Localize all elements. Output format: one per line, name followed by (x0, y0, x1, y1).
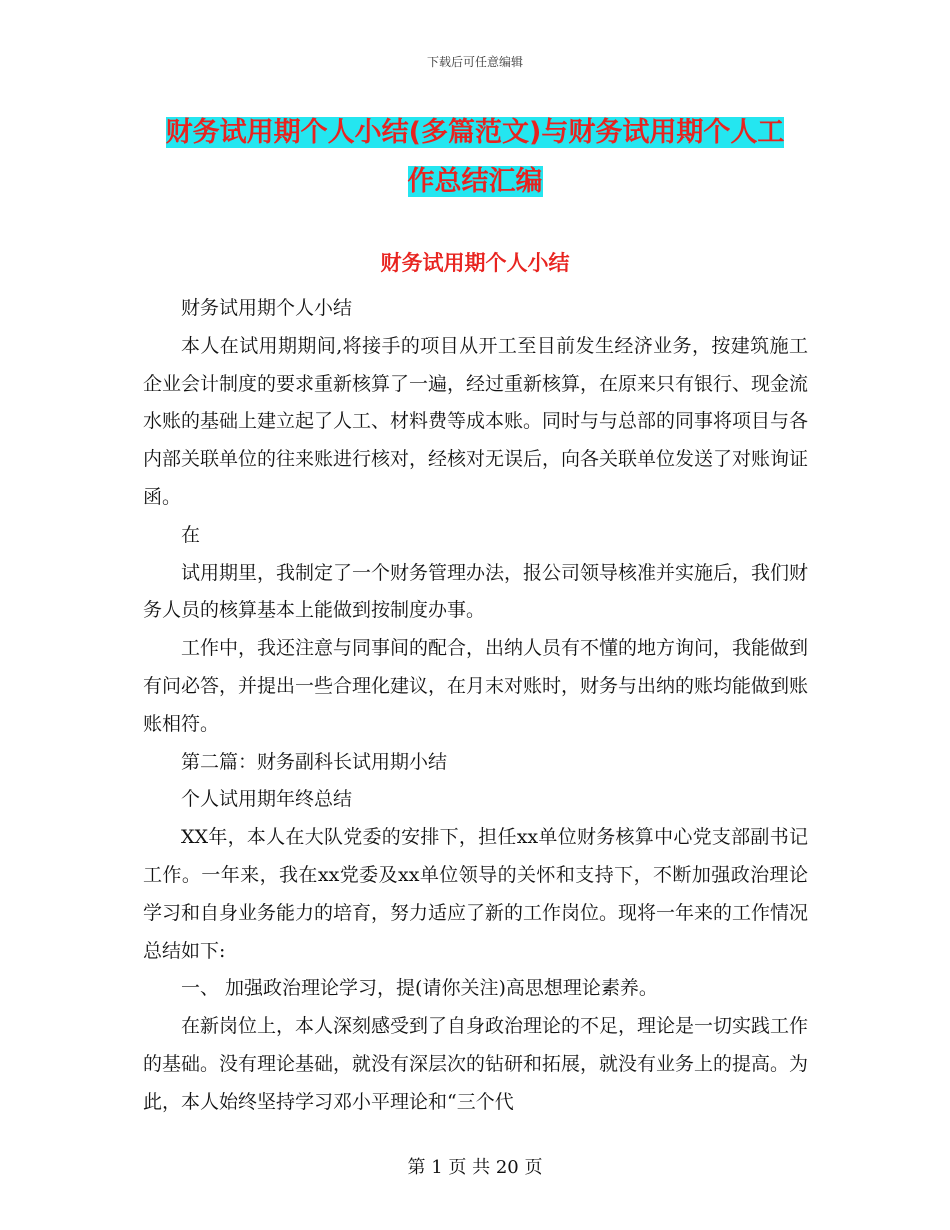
paragraph: 在 (181, 523, 201, 546)
paragraph: 在新岗位上，本人深刻感受到了自身政治理论的不足，理论是一切实践工作的基础。没有理论基础，就没有深层次的钻研和拓展，就没有业务上的提高。为此，本人始终坚持学习邓小平理论和“三个代 (143, 1015, 809, 1113)
document-body (143, 290, 808, 1122)
document-title-line-1: 财务试用期个人小结(多篇范文)与财务试用期个人工 (165, 117, 785, 148)
document-title-line-2: 作总结汇编 (407, 166, 543, 197)
paragraph: 财务试用期个人小结 (181, 297, 353, 319)
paragraph: 一、 加强政治理论学习，提(请你关注)高思想理论素养。 (181, 977, 658, 1000)
paragraph: 个人试用期年终总结 (181, 788, 353, 811)
document-title (145, 108, 805, 206)
section-title: 财务试用期个人小结 (380, 251, 570, 275)
paragraph: 试用期里，我制定了一个财务管理办法，报公司领导核准并实施后，我们财务人员的核算基本上能做到按制度办事。 (143, 561, 809, 622)
paragraph: 第二篇：财务副科长试用期小结 (181, 750, 448, 773)
paragraph: 本人在试用期期间,将接手的项目从开工至目前发生经济业务，按建筑施工企业会计制度的要求重新核算了一遍，经过重新核算，在原来只有银行、现金流水账的基础上建立起了人工、材料费等成本账。同时与与总部的同事将项目与各内部关联单位的往来账进行核对，经核对无误后，向各关联单位发送了对账询证函。 (143, 334, 809, 508)
page-footer: 第 1 页 共 20 页 (407, 1157, 543, 1178)
paragraph: 工作中，我还注意与同事间的配合，出纳人员有不懂的地方询问，我能做到有问必答，并提出一些合理化建议，在月末对账时，财务与出纳的账均能做到账账相符。 (143, 637, 809, 735)
page-header: 下载后可任意编辑 (426, 55, 523, 69)
paragraph: XX年，本人在大队党委的安排下，担任xx单位财务核算中心党支部副书记工作。一年来，我在xx党委及xx单位领导的关怀和支持下，不断加强政治理论学习和自身业务能力的培育，努力适应了新的工作岗位。现将一年来的工作情况总结如下: (143, 826, 809, 962)
